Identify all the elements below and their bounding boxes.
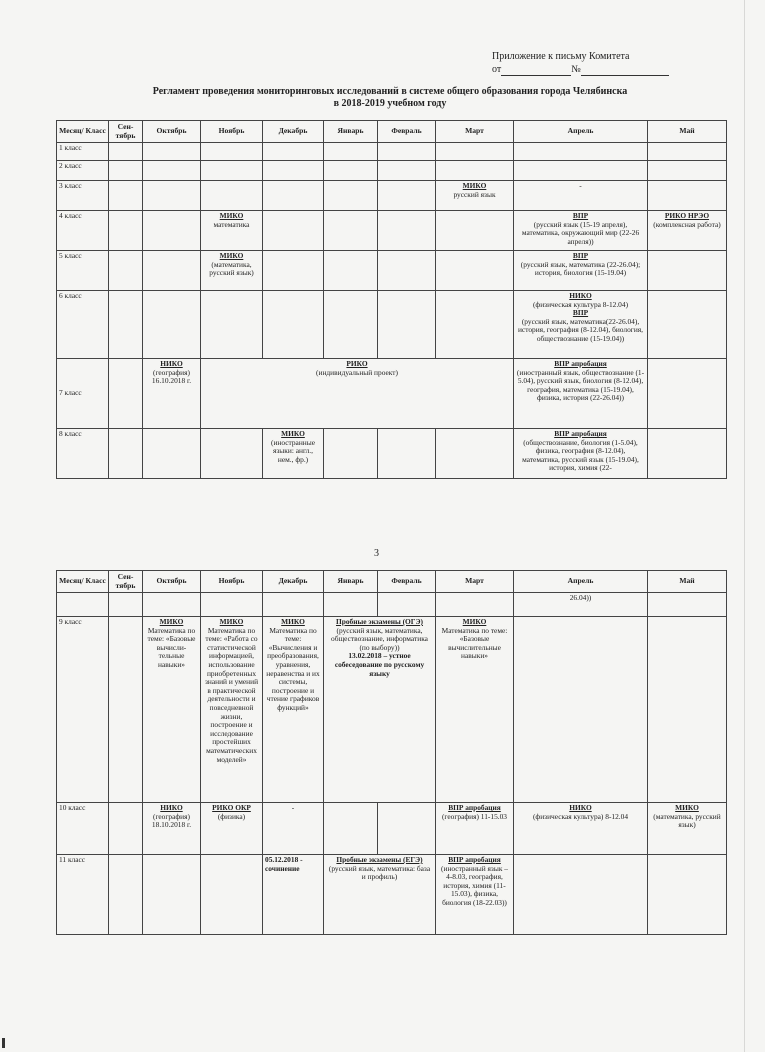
scan-mark bbox=[2, 1038, 5, 1048]
cell-text: МИКО bbox=[159, 617, 184, 626]
cell-text: (обществознание, биология (1-5.04), физика, география (8-12.04), математика, русский язык (15-19.04), история, химия (22- bbox=[522, 437, 639, 473]
cell-text: (география) 11-15.03 bbox=[441, 811, 508, 821]
cell-grade9-mar bbox=[436, 617, 514, 803]
cell-text: НИКО bbox=[160, 359, 183, 368]
cell-grade11-mar bbox=[436, 855, 514, 935]
header-sep: Сен- тябрь bbox=[109, 121, 143, 143]
cell-grade7-oct bbox=[143, 359, 201, 429]
cell-grade8-apr-cont: 26.04)) bbox=[514, 593, 648, 617]
cell-text: (русский язык, математика: база и профиль) bbox=[328, 863, 431, 882]
row-label: 2 класс bbox=[57, 161, 109, 181]
cell-grade9-nov bbox=[201, 617, 263, 803]
row-label: 4 класс bbox=[57, 211, 109, 251]
row-label: 7 класс bbox=[57, 359, 109, 429]
table-row-grade-4 bbox=[57, 211, 727, 251]
cell-grade5-nov bbox=[201, 251, 263, 291]
table-row-grade-6 bbox=[57, 291, 727, 359]
header-nov: Ноябрь bbox=[201, 121, 263, 143]
table-row-grade-8-cont bbox=[57, 593, 727, 617]
row-label: 8 класс bbox=[57, 429, 109, 479]
header-jan: Январь bbox=[324, 571, 378, 593]
header-nov: Ноябрь bbox=[201, 571, 263, 593]
table-header-row bbox=[57, 571, 727, 593]
cell-text: (русский язык, математика, обществознание, информатика (по выбору)) bbox=[331, 625, 428, 652]
cell-text: (география) 16.10.2018 г. bbox=[151, 367, 192, 386]
appendix-from: от bbox=[492, 64, 502, 75]
cell-grade10-oct bbox=[143, 803, 201, 855]
cell-grade7-nov-mar bbox=[201, 359, 514, 429]
cell-text: (русский язык, математика (22-26.04); история, биология (15-19.04) bbox=[520, 259, 641, 278]
cell-grade8-apr bbox=[514, 429, 648, 479]
header-may: Май bbox=[648, 571, 727, 593]
cell-text: МИКО bbox=[675, 803, 699, 812]
cell-grade10-mar bbox=[436, 803, 514, 855]
cell-grade9-jan-feb bbox=[324, 617, 436, 803]
cell-text: ВПР апробация bbox=[554, 359, 607, 368]
cell-text: МИКО bbox=[219, 251, 244, 260]
cell-text: (география) 18.10.2018 г. bbox=[151, 811, 192, 830]
header-month-class: Месяц/ Класс bbox=[57, 571, 109, 593]
cell-text: Пробные экзамены (ЕГЭ) bbox=[336, 855, 423, 864]
cell-text: МИКО bbox=[281, 617, 305, 626]
page-edge bbox=[744, 0, 745, 1052]
cell-grade10-may bbox=[648, 803, 727, 855]
table-row-grade-1 bbox=[57, 143, 727, 161]
row-label: 10 класс bbox=[57, 803, 109, 855]
cell-text: Математика по теме: «Базовые вычислительные навыки» bbox=[441, 625, 508, 661]
title-line1: Регламент проведения мониторинговых исследований в системе общего образования города Челябинска bbox=[152, 86, 628, 97]
cell-text: (иностранный язык – 4-8.03, география, история, химия (11-15.03), физика, биология (18-22.03)) bbox=[441, 863, 508, 907]
cell-grade11-dec: 05.12.2018 - сочинение bbox=[263, 855, 324, 935]
schedule-table-part1 bbox=[56, 120, 727, 479]
document-title bbox=[60, 86, 720, 110]
page-number: 3 bbox=[374, 548, 379, 559]
table-row-grade-11 bbox=[57, 855, 727, 935]
header-jan: Январь bbox=[324, 121, 378, 143]
cell-text: (физика) bbox=[217, 811, 246, 821]
cell-text: (физическая культура 8-12.04) bbox=[532, 299, 629, 309]
cell-text: ВПР bbox=[572, 308, 589, 318]
cell-grade3-mar bbox=[436, 181, 514, 211]
cell-text: 13.02.2018 – устное собеседование по русскому языку bbox=[334, 651, 425, 678]
header-oct: Октябрь bbox=[143, 121, 201, 143]
cell-grade9-dec bbox=[263, 617, 324, 803]
cell-text: РИКО bbox=[346, 359, 368, 368]
header-sep: Сен- тябрь bbox=[109, 571, 143, 593]
cell-text: (математика, русский язык) bbox=[209, 259, 254, 278]
table-header-row bbox=[57, 121, 727, 143]
cell-text: РИКО ОКР bbox=[212, 803, 251, 812]
cell-grade4-nov bbox=[201, 211, 263, 251]
cell-text: Пробные экзамены (ОГЭ) bbox=[335, 617, 423, 626]
table-row-grade-9 bbox=[57, 617, 727, 803]
header-oct: Октябрь bbox=[143, 571, 201, 593]
cell-text: МИКО bbox=[462, 181, 487, 190]
cell-grade10-nov bbox=[201, 803, 263, 855]
cell-text: ВПР апробация bbox=[448, 803, 501, 812]
cell-grade4-apr bbox=[514, 211, 648, 251]
table-row-grade-2 bbox=[57, 161, 727, 181]
cell-text: ВПР апробация bbox=[554, 429, 607, 438]
cell-text: русский язык bbox=[453, 189, 496, 199]
cell-text: НИКО bbox=[160, 803, 183, 812]
cell-text: (физическая культура) 8-12.04 bbox=[532, 811, 629, 821]
cell-grade11-jan-feb bbox=[324, 855, 436, 935]
cell-grade3-apr: - bbox=[514, 181, 648, 211]
cell-text: ВПР bbox=[572, 211, 589, 220]
header-apr: Апрель bbox=[514, 121, 648, 143]
cell-text: ВПР bbox=[572, 251, 589, 260]
header-dec: Декабрь bbox=[263, 121, 324, 143]
cell-grade10-apr bbox=[514, 803, 648, 855]
appendix-num: № bbox=[571, 64, 581, 75]
cell-text: (русский язык, математика(22-26.04), история, география (8-12.04), биология, обществознание (15-19.04)) bbox=[517, 316, 644, 343]
row-label: 9 класс bbox=[57, 617, 109, 803]
row-label: 6 класс bbox=[57, 291, 109, 359]
row-label: 1 класс bbox=[57, 143, 109, 161]
cell-text: Математика по теме: «Вычисления и преобразования, уравнения, неравенства и их системы, построение и чтение графиков функций» bbox=[266, 625, 320, 712]
row-label: 11 класс bbox=[57, 855, 109, 935]
header-dec: Декабрь bbox=[263, 571, 324, 593]
header-mar: Март bbox=[436, 571, 514, 593]
cell-text: Математика по теме: «Работа со статистической информацией, использование приобретенных знаний и умений в практической деятельности и повседневной жизни, построение и исследование простейших математических моделей» bbox=[204, 625, 259, 764]
appendix-line2 bbox=[492, 63, 669, 76]
cell-text: математика bbox=[213, 219, 250, 229]
cell-grade8-dec bbox=[263, 429, 324, 479]
title-line2: в 2018-2019 учебном году bbox=[333, 98, 447, 109]
appendix-line1: Приложение к письму Комитета bbox=[492, 51, 630, 62]
table-row-grade-10 bbox=[57, 803, 727, 855]
row-label: 5 класс bbox=[57, 251, 109, 291]
cell-grade5-apr bbox=[514, 251, 648, 291]
cell-text: (комплексная работа) bbox=[653, 219, 721, 229]
cell-text: НИКО bbox=[569, 803, 592, 812]
header-mar: Март bbox=[436, 121, 514, 143]
table-row-grade-5 bbox=[57, 251, 727, 291]
cell-text: МИКО bbox=[281, 429, 305, 438]
header-feb: Февраль bbox=[378, 121, 436, 143]
cell-grade7-apr bbox=[514, 359, 648, 429]
appendix-note bbox=[492, 50, 669, 76]
header-month-class: Месяц/ Класс bbox=[57, 121, 109, 143]
cell-text: (индивидуальный проект) bbox=[316, 367, 398, 377]
row-label: 3 класс bbox=[57, 181, 109, 211]
schedule-table-part2 bbox=[56, 570, 727, 935]
cell-text: МИКО bbox=[219, 211, 244, 220]
table-row-grade-7 bbox=[57, 359, 727, 429]
cell-text: (иностранный язык, обществознание (1-5.04), русский язык, биология (8-12.04), география, математика (15-19.04), физика, история (22-26.04)) bbox=[516, 367, 645, 403]
cell-text: (русский язык (15-19 апреля), математика, окружающий мир (22-26 апреля)) bbox=[521, 219, 640, 246]
cell-text: Математика по теме: «Базовые вычисли-тельные навыки» bbox=[147, 625, 196, 669]
header-apr: Апрель bbox=[514, 571, 648, 593]
cell-text: ВПР апробация bbox=[448, 855, 501, 864]
cell-text: (иностранные языки: англ., нем., фр.) bbox=[271, 437, 315, 464]
cell-text: МИКО bbox=[219, 617, 244, 626]
header-may: Май bbox=[648, 121, 727, 143]
cell-text: МИКО bbox=[462, 617, 487, 626]
table-row-grade-3 bbox=[57, 181, 727, 211]
cell-grade4-may bbox=[648, 211, 727, 251]
cell-text: РИКО НРЭО bbox=[664, 211, 710, 220]
cell-grade6-apr bbox=[514, 291, 648, 359]
cell-text: (математика, русский язык) bbox=[653, 811, 721, 830]
cell-text: НИКО bbox=[569, 291, 592, 300]
cell-grade9-oct bbox=[143, 617, 201, 803]
table-row-grade-8 bbox=[57, 429, 727, 479]
header-feb: Февраль bbox=[378, 571, 436, 593]
cell-grade10-dec: - bbox=[263, 803, 324, 855]
